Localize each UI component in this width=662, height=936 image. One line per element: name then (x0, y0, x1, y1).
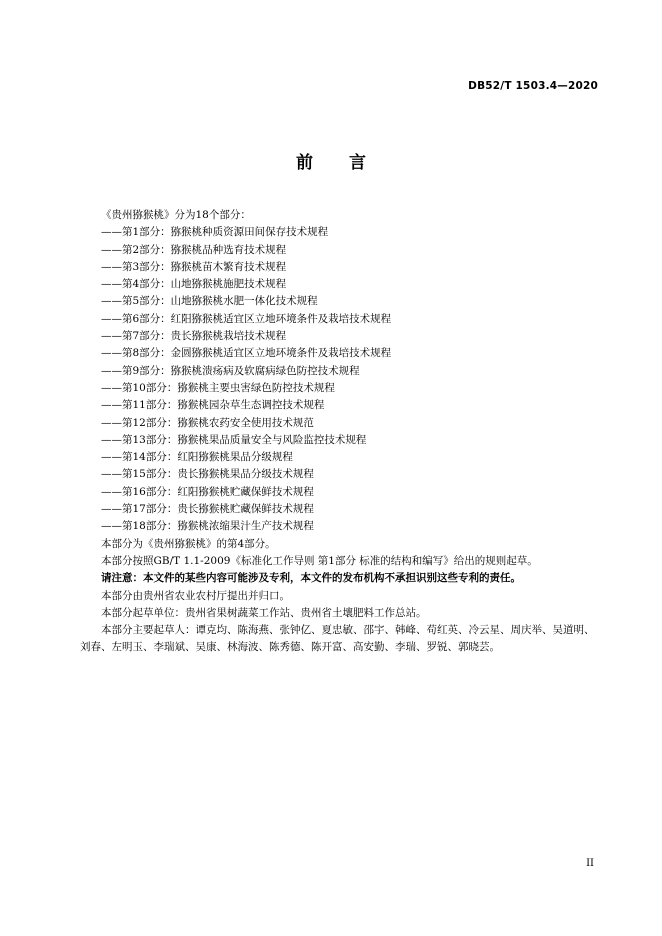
part-item: ——第16部分：红阳猕猴桃贮藏保鲜技术规程 (101, 485, 314, 498)
patent-notice: 请注意：本文件的某些内容可能涉及专利，本文件的发布机构不承担识别这些专利的责任。 (101, 572, 521, 585)
part-item: ——第5部分：山地猕猴桃水肥一体化技术规程 (101, 295, 318, 308)
intro-line: 《贵州猕猴桃》分为18个部分： (101, 209, 251, 221)
part-item: ——第10部分：猕猴桃主要虫害绿色防控技术规程 (101, 381, 335, 394)
part-item: ——第8部分：金圆猕猴桃适宜区立地环境条件及栽培技术规程 (101, 347, 392, 360)
proposer-statement: 本部分由贵州省农业农村厅提出并归口。 (101, 589, 290, 602)
part-item: ——第7部分：贵长猕猴桃栽培技术规程 (101, 330, 287, 343)
part-item: ——第12部分：猕猴桃农药安全使用技术规范 (101, 416, 314, 429)
part-item: ——第4部分：山地猕猴桃施肥技术规程 (101, 278, 287, 291)
drafting-rule-statement: 本部分按照GB/T 1.1-2009《标准化工作导则 第1部分 标准的结构和编写》给出的规则起草。 (101, 554, 538, 567)
part-item: ——第13部分：猕猴桃果品质量安全与风险监控技术规程 (101, 433, 367, 446)
this-part-statement: 本部分为《贵州猕猴桃》的第4部分。 (101, 537, 276, 550)
part-item: ——第17部分：贵长猕猴桃贮藏保鲜技术规程 (101, 503, 314, 516)
foreword-body (80, 207, 600, 657)
part-item: ——第3部分：猕猴桃苗木繁育技术规程 (101, 260, 287, 273)
drafting-units-statement: 本部分起草单位：贵州省果树蔬菜工作站、贵州省土壤肥料工作总站。 (101, 606, 427, 619)
section-heading: 前言 (296, 153, 402, 173)
page-number: II (586, 858, 594, 869)
part-item: ——第6部分：红阳猕猴桃适宜区立地环境条件及栽培技术规程 (101, 312, 392, 325)
part-item: ——第2部分：猕猴桃品种选育技术规程 (101, 243, 287, 256)
part-item: ——第9部分：猕猴桃溃疡病及软腐病绿色防控技术规程 (101, 364, 360, 377)
document-code: DB52/T 1503.4—2020 (468, 80, 598, 92)
part-item: ——第15部分：贵长猕猴桃果品分级技术规程 (101, 468, 314, 481)
part-item: ——第18部分：猕猴桃浓缩果汁生产技术规程 (101, 520, 314, 533)
part-item: ——第14部分：红阳猕猴桃果品分级规程 (101, 451, 293, 464)
part-item: ——第1部分：猕猴桃种质资源田间保存技术规程 (101, 226, 329, 239)
drafters-statement: 本部分主要起草人：谭克均、陈海燕、张钟亿、夏忠敏、邵宇、韩峰、苟红英、冷云星、周庆举、吴道明、刘春、左明玉、李瑞斌、吴康、林海波、陈秀德、陈开富、高安勤、李瑞、罗锐、郭晓芸。 (80, 624, 595, 654)
part-item: ——第11部分：猕猴桃园杂草生态调控技术规程 (101, 399, 325, 412)
